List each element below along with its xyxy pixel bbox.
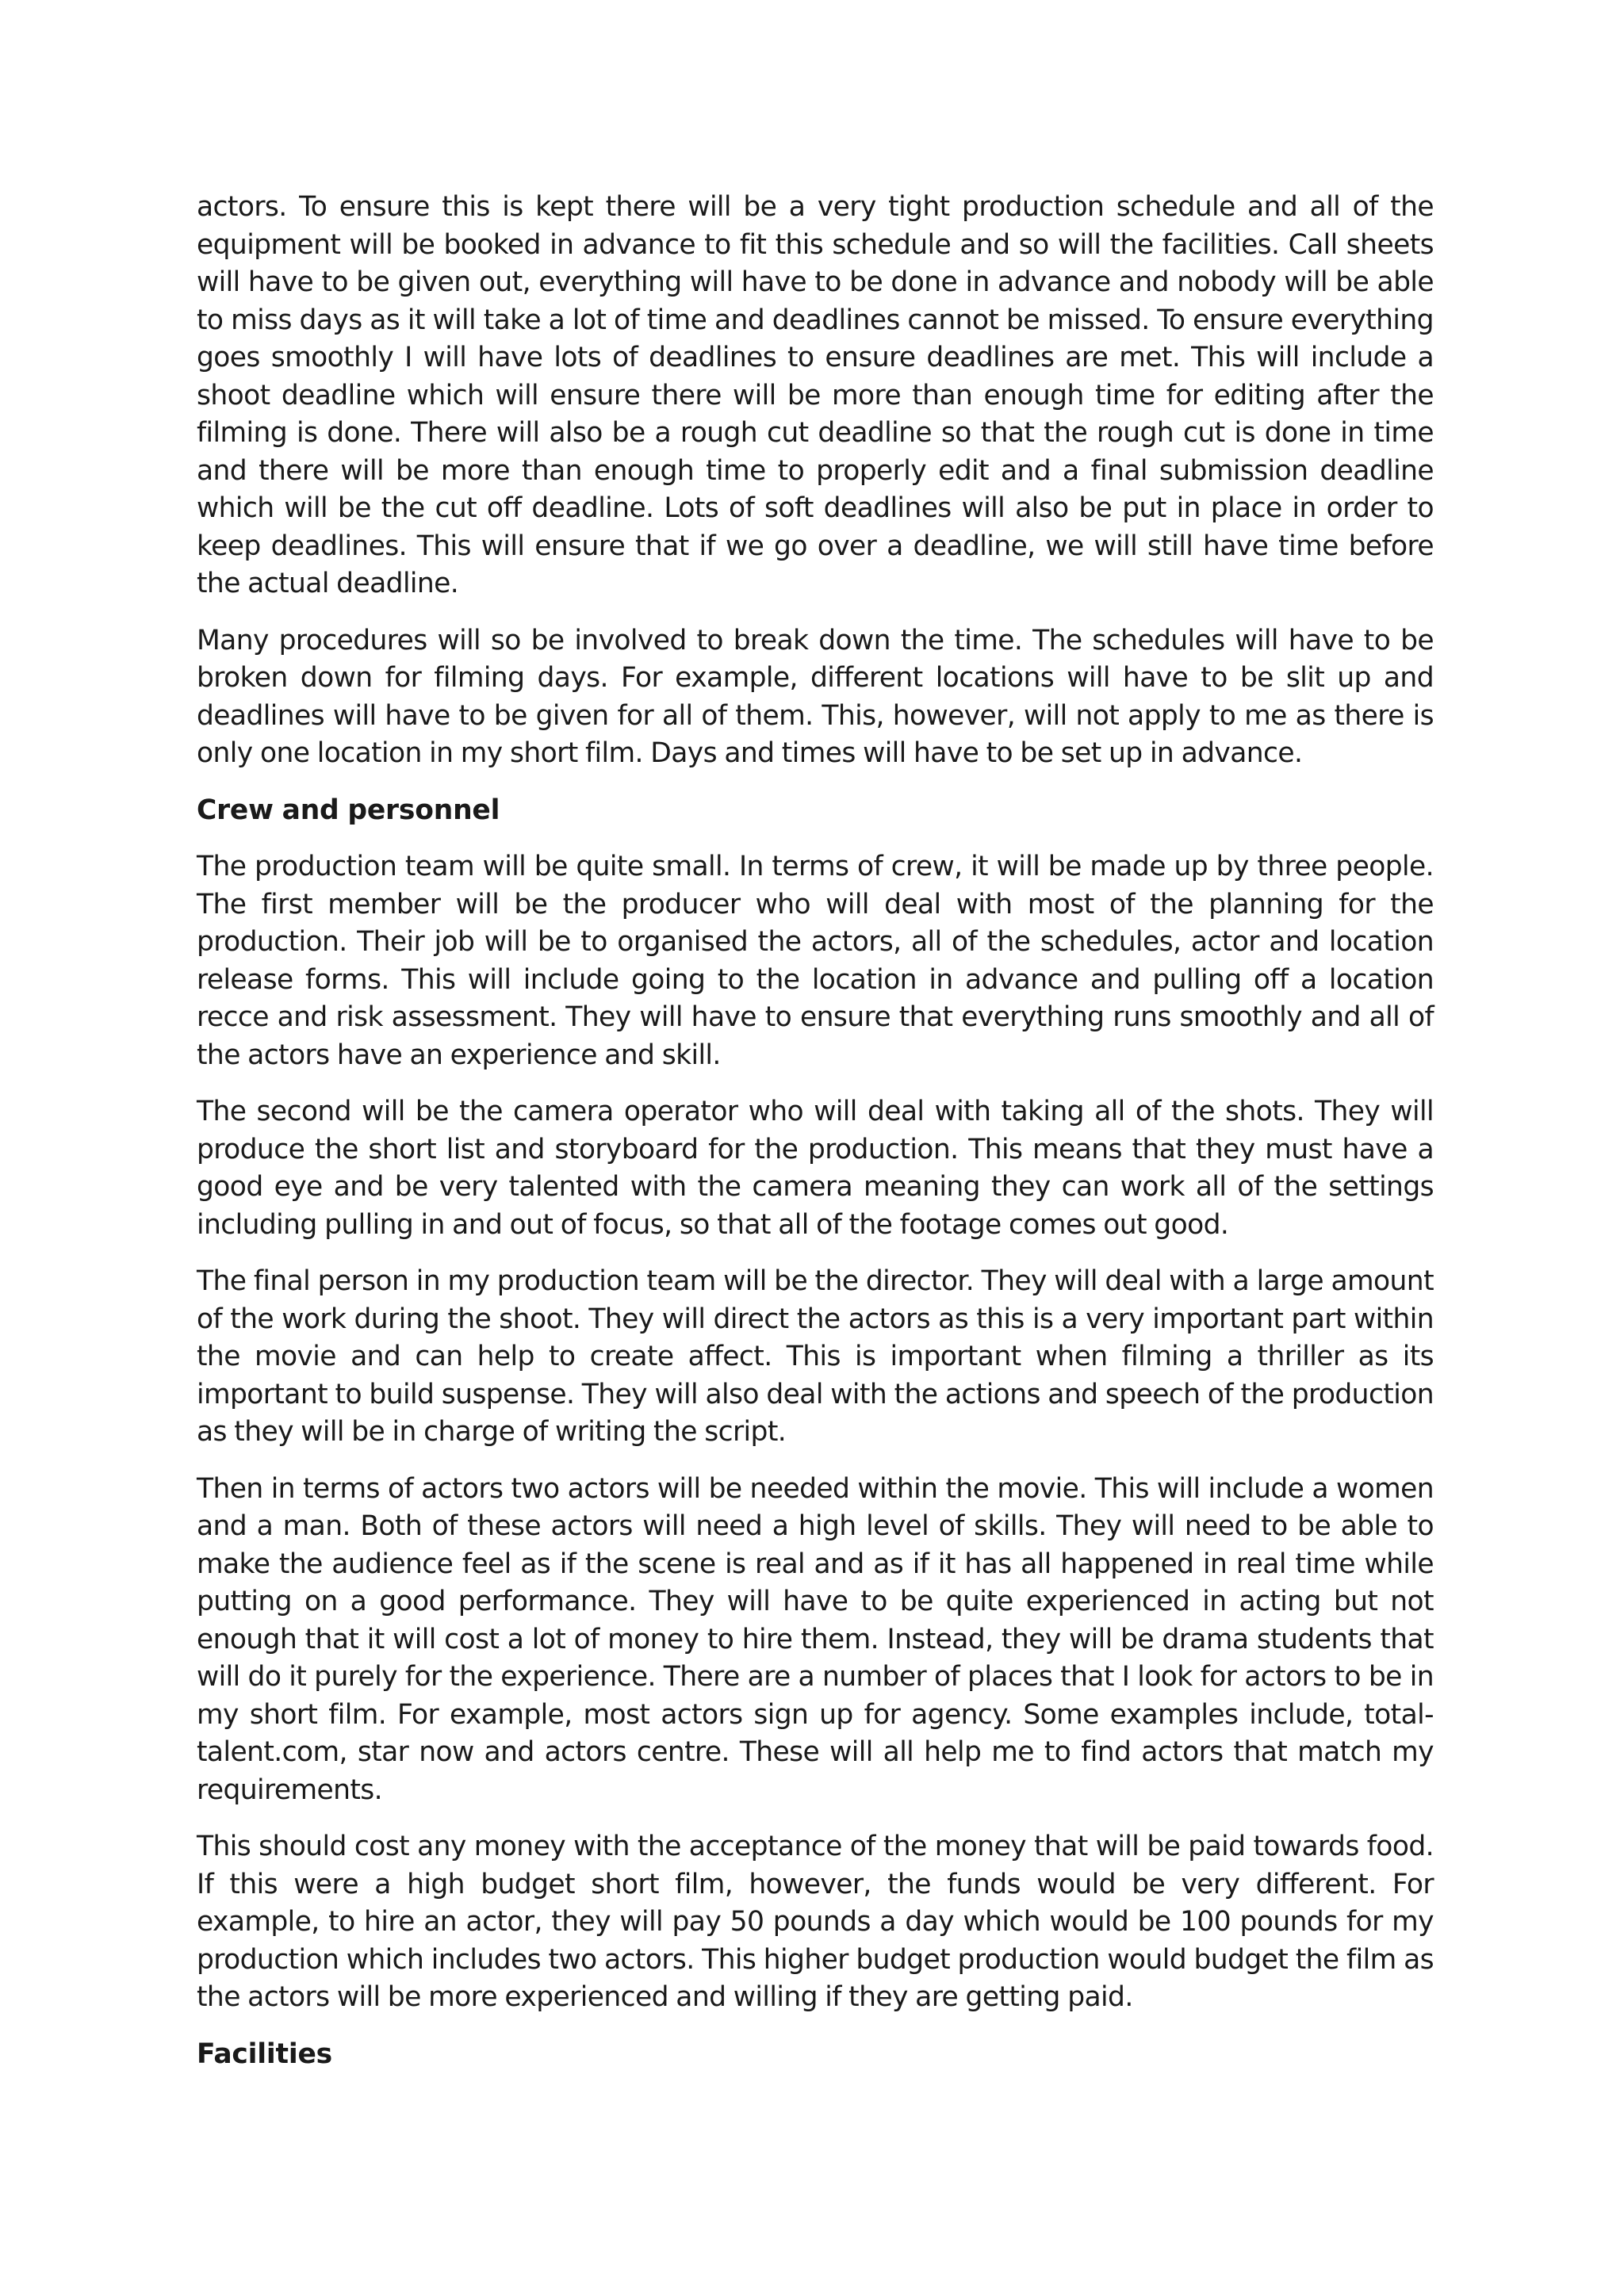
paragraph-camera-operator: The second will be the camera operator who will deal with taking all of the shots. They will produce the short list and storyboard for the production. This means that they must have a good eye and be very talented with the camera meaning they can work all of the settings including pulling in and out of focus, so that all of the footage comes out good. (197, 1096, 1434, 1241)
paragraph-procedures: Many procedures will so be involved to break down the time. The schedules will have to be broken down for filming days. For example, different locations will have to be slit up and deadlines will have to be given for all of them. This, however, will not apply to me as there is only one location in my short film. Days and times will have to be set up in advance. (197, 624, 1434, 769)
heading-crew-and-personnel: Crew and personnel (197, 794, 500, 826)
heading-facilities: Facilities (197, 2038, 333, 2070)
document-page (197, 189, 1434, 2092)
paragraph-director: The final person in my production team will be the director. They will deal with a large amount of the work during the shoot. They will direct the actors as this is a very important part within the movie and can help to create affect. This is important when filming a thriller as its important to build suspense. They will also deal with the actions and speech of the production as they will be in charge of writing the script. (197, 1265, 1434, 1448)
paragraph-actors: Then in terms of actors two actors will be needed within the movie. This will include a women and a man. Both of these actors will need a high level of skills. They will need to be able to make the audience feel as if the scene is real and as if it has all happened in real time while putting on a good performance. They will have to be quite experienced in acting but not enough that it will cost a lot of money to hire them. Instead, they will be drama students that will do it purely for the experience. There are a number of places that I look for actors to be in my short film. For example, most actors sign up for agency. Some examples include, total-talent.com, star now and actors centre. These will all help me to find actors that match my requirements. (197, 1472, 1434, 1806)
paragraph-producer: The production team will be quite small. In terms of crew, it will be made up by three people. The first member will be the producer who will deal with most of the planning for the production. Their job will be to organised the actors, all of the schedules, actor and location release forms. This will include going to the location in advance and pulling off a location recce and risk assessment. They will have to ensure that everything runs smoothly and all of the actors have an experience and skill. (197, 851, 1434, 1071)
paragraph-schedule: actors. To ensure this is kept there will be a very tight production schedule and all of the equipment will be booked in advance to fit this schedule and so will the facilities. Call sheets will have to be given out, everything will have to be done in advance and nobody will be able to miss days as it will take a lot of time and deadlines cannot be missed. To ensure everything goes smoothly I will have lots of deadlines to ensure deadlines are met. This will include a shoot deadline which will ensure there will be more than enough time for editing after the filming is done. There will also be a rough cut deadline so that the rough cut is done in time and there will be more than enough time to properly edit and a final submission deadline which will be the cut off deadline. Lots of soft deadlines will also be put in place in order to keep deadlines. This will ensure that if we go over a deadline, we will still have time before the actual deadline. (197, 191, 1434, 599)
paragraph-budget: This should cost any money with the acceptance of the money that will be paid towards food. If this were a high budget short film, however, the funds would be very different. For example, to hire an actor, they will pay 50 pounds a day which would be 100 pounds for my production which includes two actors. This higher budget production would budget the film as the actors will be more experienced and willing if they are getting paid. (197, 1831, 1434, 2013)
